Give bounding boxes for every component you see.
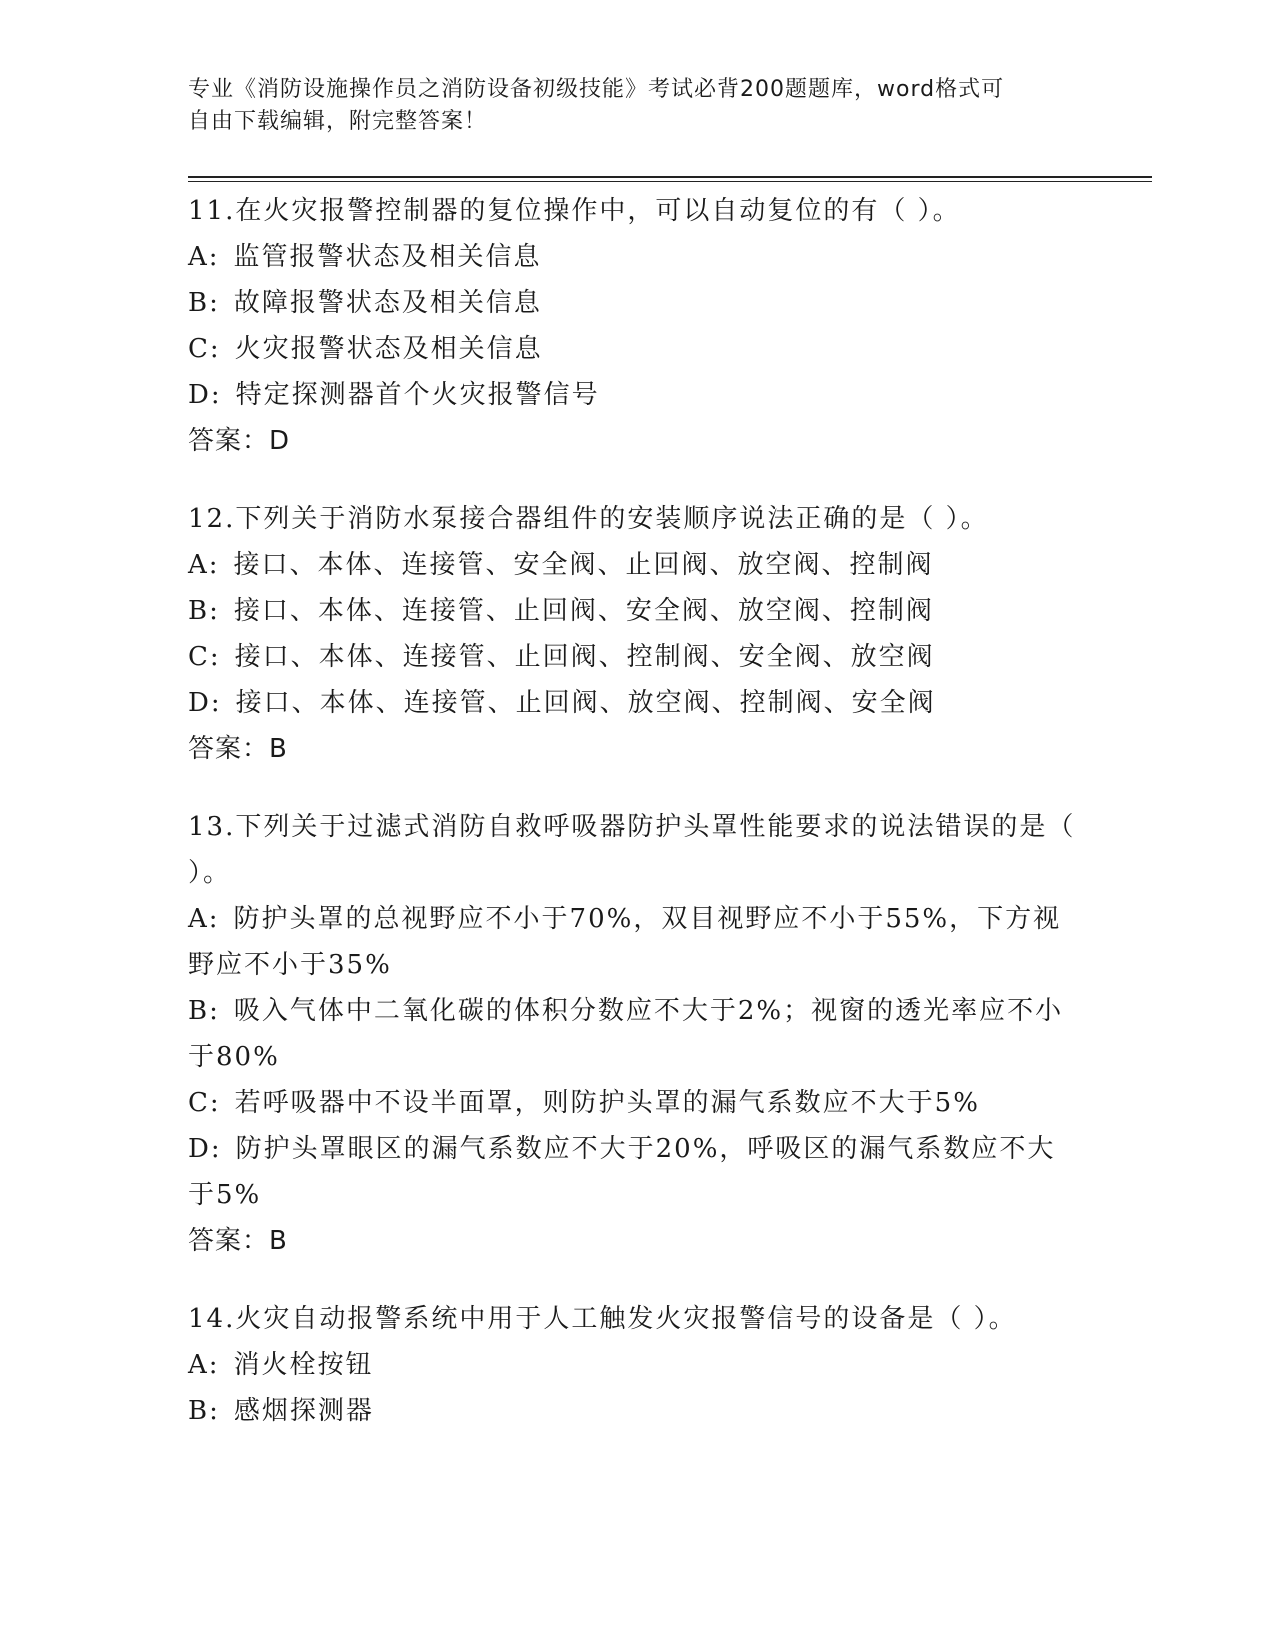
- question-12: [188, 496, 1088, 772]
- question-14: [188, 1296, 1088, 1434]
- option-label: B:: [188, 596, 220, 626]
- option-label: A:: [188, 242, 220, 272]
- header-line-1: 专业《消防设施操作员之消防设备初级技能》考试必背200题题库，word格式可: [188, 77, 1005, 102]
- option-text: 监管报警状态及相关信息: [233, 242, 542, 272]
- option-text: 防护头罩眼区的漏气系数应不大于20%，呼吸区的漏气系数应不大于5%: [188, 1134, 1056, 1210]
- question-list: [188, 188, 1088, 1466]
- option-text: 特定探测器首个火灾报警信号: [235, 380, 600, 410]
- option-text: 接口、本体、连接管、止回阀、安全阀、放空阀、控制阀: [233, 596, 934, 626]
- option-b: [188, 588, 1088, 634]
- option-text: 故障报警状态及相关信息: [233, 288, 542, 318]
- option-d: [188, 680, 1088, 726]
- option-text: 接口、本体、连接管、止回阀、控制阀、安全阀、放空阀: [234, 642, 935, 672]
- option-d: [188, 1126, 1078, 1218]
- option-b: [188, 988, 1078, 1080]
- option-label: A:: [188, 904, 220, 934]
- answer-line: 答案：D: [188, 426, 291, 456]
- header-divider: [188, 176, 1152, 178]
- option-text: 若呼吸器中不设半面罩，则防护头罩的漏气系数应不大于5%: [234, 1088, 980, 1118]
- option-text: 感烟探测器: [233, 1396, 374, 1426]
- option-d: [188, 372, 1088, 418]
- option-text: 消火栓按钮: [233, 1350, 374, 1380]
- option-a: [188, 1342, 1088, 1388]
- question-stem: 13.下列关于过滤式消防自救呼吸器防护头罩性能要求的说法错误的是（ ）。: [188, 812, 1076, 888]
- option-b: [188, 280, 1088, 326]
- question-stem: 12.下列关于消防水泵接合器组件的安装顺序说法正确的是（ ）。: [188, 504, 989, 534]
- option-text: 防护头罩的总视野应不小于70%，双目视野应不小于55%，下方视野应不小于35%: [188, 904, 1062, 980]
- question-stem: 14.火灾自动报警系统中用于人工触发火灾报警信号的设备是（ ）。: [188, 1304, 1017, 1334]
- option-text: 吸入气体中二氧化碳的体积分数应不大于2%；视窗的透光率应不小于80%: [188, 996, 1064, 1072]
- option-a: [188, 234, 1088, 280]
- question-stem: 11.在火灾报警控制器的复位操作中，可以自动复位的有（ ）。: [188, 196, 961, 226]
- option-label: B:: [188, 288, 220, 318]
- option-label: B:: [188, 996, 220, 1026]
- option-label: D:: [188, 688, 222, 718]
- question-13: [188, 804, 1088, 1264]
- option-c: [188, 1080, 1078, 1126]
- answer-line: 答案：B: [188, 734, 288, 764]
- question-11: [188, 188, 1088, 464]
- option-label: C:: [188, 334, 221, 364]
- option-label: C:: [188, 642, 221, 672]
- option-text: 接口、本体、连接管、止回阀、放空阀、控制阀、安全阀: [235, 688, 936, 718]
- option-label: B:: [188, 1396, 220, 1426]
- option-label: D:: [188, 380, 222, 410]
- option-label: D:: [188, 1134, 222, 1164]
- option-label: C:: [188, 1088, 221, 1118]
- option-c: [188, 326, 1088, 372]
- answer-line: 答案：B: [188, 1226, 288, 1256]
- document-header: [188, 74, 1068, 138]
- option-a: [188, 542, 1088, 588]
- option-text: 接口、本体、连接管、安全阀、止回阀、放空阀、控制阀: [233, 550, 934, 580]
- option-c: [188, 634, 1088, 680]
- option-text: 火灾报警状态及相关信息: [234, 334, 543, 364]
- option-a: [188, 896, 1078, 988]
- option-label: A:: [188, 550, 220, 580]
- option-label: A:: [188, 1350, 220, 1380]
- header-line-2: 自由下载编辑，附完整答案！: [188, 109, 488, 134]
- option-b: [188, 1388, 1088, 1434]
- header-divider-thin: [188, 181, 1152, 182]
